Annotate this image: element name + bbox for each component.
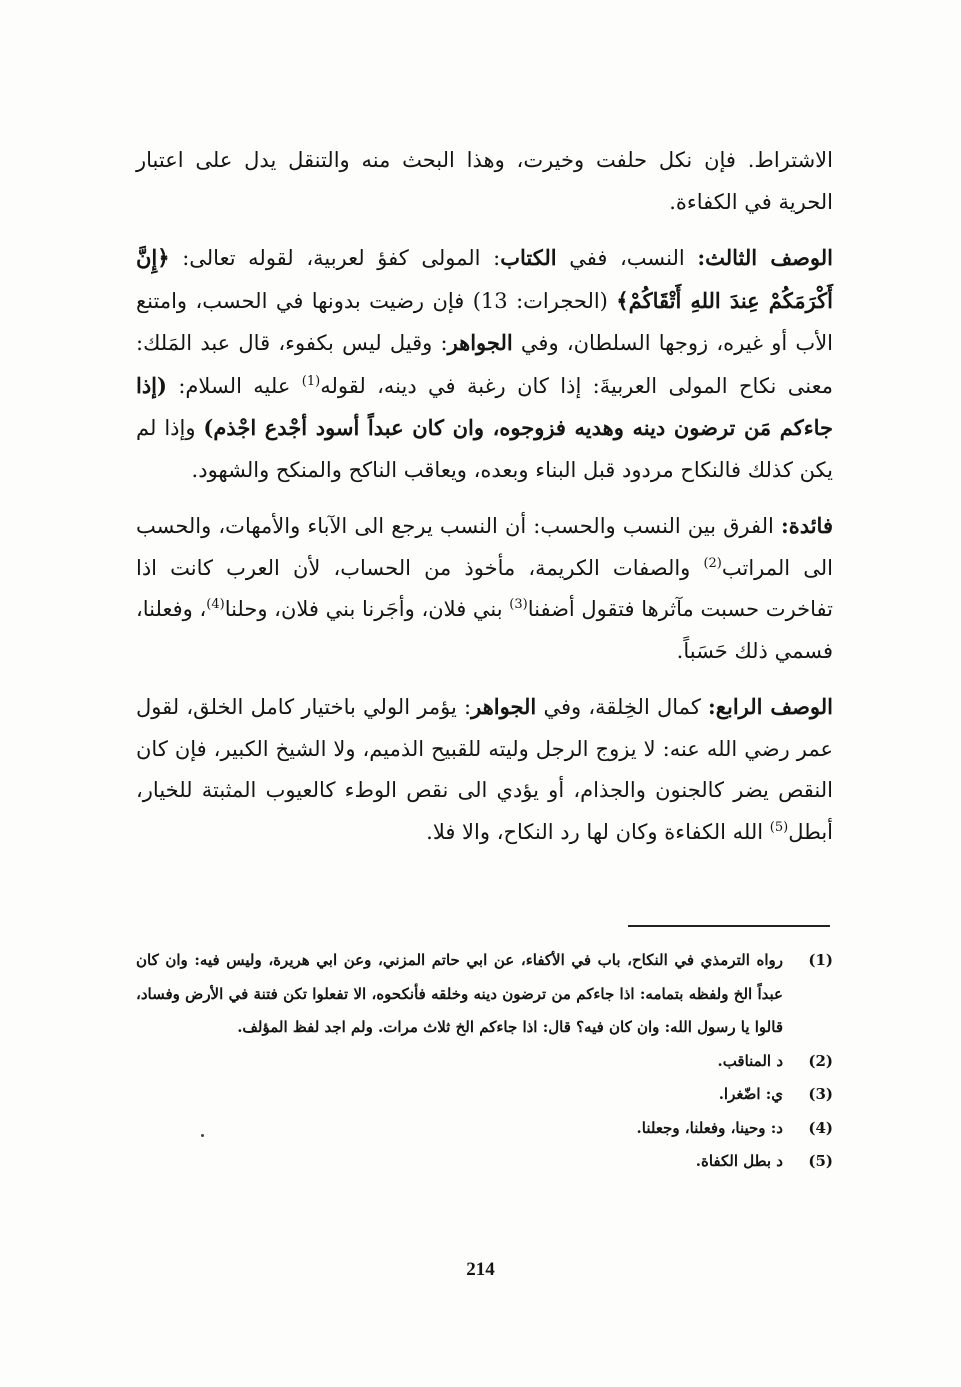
footnote-number: (4)	[808, 1118, 833, 1137]
kitab-term: الكتاب	[500, 245, 557, 270]
p3-text-4: ، وفعلنا، فسمي ذلك حَسَباً.	[136, 597, 833, 663]
paragraph-4	[136, 686, 833, 853]
footnotes	[136, 944, 833, 1179]
p4-text-2: : يؤمر الولي باختيار كامل الخلق، لقول عمر رضي الله عنه: لا يزوج الرجل وليته للقبيح الذميم، ولا الشيخ الكبير، فإن كان النقص يضر كالجنون والجذام، أو يؤدي الى نقص الوطء كالعيوب المثبتة للخيار، أبطل	[136, 695, 833, 844]
p2-text-2: : المولى كفؤ لعربية، لقوله تعالى:	[169, 246, 501, 270]
footnote-5	[136, 1145, 833, 1179]
footnote-ref-4[interactable]: (4)	[206, 597, 225, 612]
footnote-number: (5)	[808, 1152, 833, 1170]
hadith-quote: (إذا جاءكم مَن ترضون دينه وهديه فزوجوه، وان كان عبداً أسود أجْدع اجْذم)	[136, 372, 833, 440]
footnote-separator	[628, 925, 830, 927]
page-number: 214	[466, 1259, 495, 1280]
footnote-ref-3[interactable]: (3)	[509, 597, 528, 612]
quran-verse: ﴿إِنَّ أَكْرَمَكُمْ عِندَ اللهِ أَتْقَاكُمْ﴾	[136, 245, 833, 313]
paragraph-1-text: الاشتراط. فإن نكل حلفت وخيرت، وهذا البحث منه والتنقل يدل على اعتبار الحرية في الكفاءة.	[136, 148, 833, 214]
footnote-2	[136, 1045, 833, 1079]
footnote-text: د: وحينا، وفعلنا، وجعلنا.	[636, 1118, 783, 1137]
footnote-text: رواه الترمذي في النكاح، باب في الأكفاء، عن ابي حاتم المزني، وعن ابي هريرة، وليس فيه: وان كان عبداً الخ ولفظه بتمامه: اذا جاءكم من ترضون دينه وخلقه فأنكحوه، الا تفعلوا تكن فتنة في الأرض وفساد، قالوا يا رسول الله: وان كان فيه؟ قال: اذا جاءكم الخ ثلاث مرات. ولم اجد لفظ المؤلف.	[136, 951, 783, 1036]
faida-heading: فائدة:	[780, 513, 833, 538]
footnote-ref-2[interactable]: (2)	[703, 555, 722, 571]
footnote-1	[136, 944, 833, 1045]
p4-text-3: الله الكفاءة وكان لها رد النكاح، والا فلا.	[426, 819, 770, 844]
footnote-text: د بطل الكفاة.	[695, 1152, 783, 1170]
footnote-4	[136, 1112, 833, 1146]
p2-text-6: وإذا لم يكن كذلك فالنكاح مردود قبل البناء وبعده، ويعاقب الناكح والمنكح والشهود.	[136, 416, 833, 482]
p2-text-4: : وقيل ليس بكفوء، قال عبد المَلك: معنى نكاح المولى العربيةَ: إذا كان رغبة في دينه، لقوله	[136, 331, 833, 398]
p3-text-3: بني فلان، وأجَرنا بني فلان، وحلنا	[224, 597, 510, 621]
p3-text-2: والصفات الكريمة، مأخوذ من الحساب، لأن العرب كانت اذا تفاخرت حسبت مآثرها فتقول أضفنا	[136, 555, 834, 621]
footnote-number: (1)	[808, 951, 833, 969]
main-text	[136, 140, 833, 867]
p2-text-3: (الحجرات: 13) فإن رضيت بدونها في الحسب، وامتنع الأب أو غيره، زوجها السلطان، وفي	[136, 288, 834, 355]
footnote-text: ي: اضّغرا.	[718, 1085, 783, 1103]
section-heading-fourth: الوصف الرابع:	[708, 694, 833, 719]
scan-speck	[201, 1134, 204, 1137]
p2-text-5: عليه السلام:	[166, 373, 302, 398]
footnote-text: د المناقب.	[717, 1051, 783, 1070]
paragraph-2	[136, 237, 833, 491]
footnote-ref-5[interactable]: (5)	[769, 819, 789, 835]
jawahir-term: الجواهر	[447, 330, 513, 355]
p2-text-1: النسب، ففي	[556, 246, 698, 270]
p3-text-1: الفرق بين النسب والحسب: أن النسب يرجع الى الآباء والأمهات، والحسب الى المراتب	[136, 514, 833, 580]
footnote-3	[136, 1078, 833, 1112]
jawahir-term-2: الجواهر	[471, 694, 537, 719]
paragraph-1	[136, 140, 833, 223]
section-heading-third: الوصف الثالث:	[697, 245, 834, 270]
footnote-number: (3)	[808, 1085, 833, 1103]
paragraph-3	[136, 505, 833, 672]
footnote-ref-1[interactable]: (1)	[301, 373, 321, 389]
p4-text-1: كمال الخِلقة، وفي	[536, 695, 709, 719]
footnote-number: (2)	[808, 1051, 833, 1070]
